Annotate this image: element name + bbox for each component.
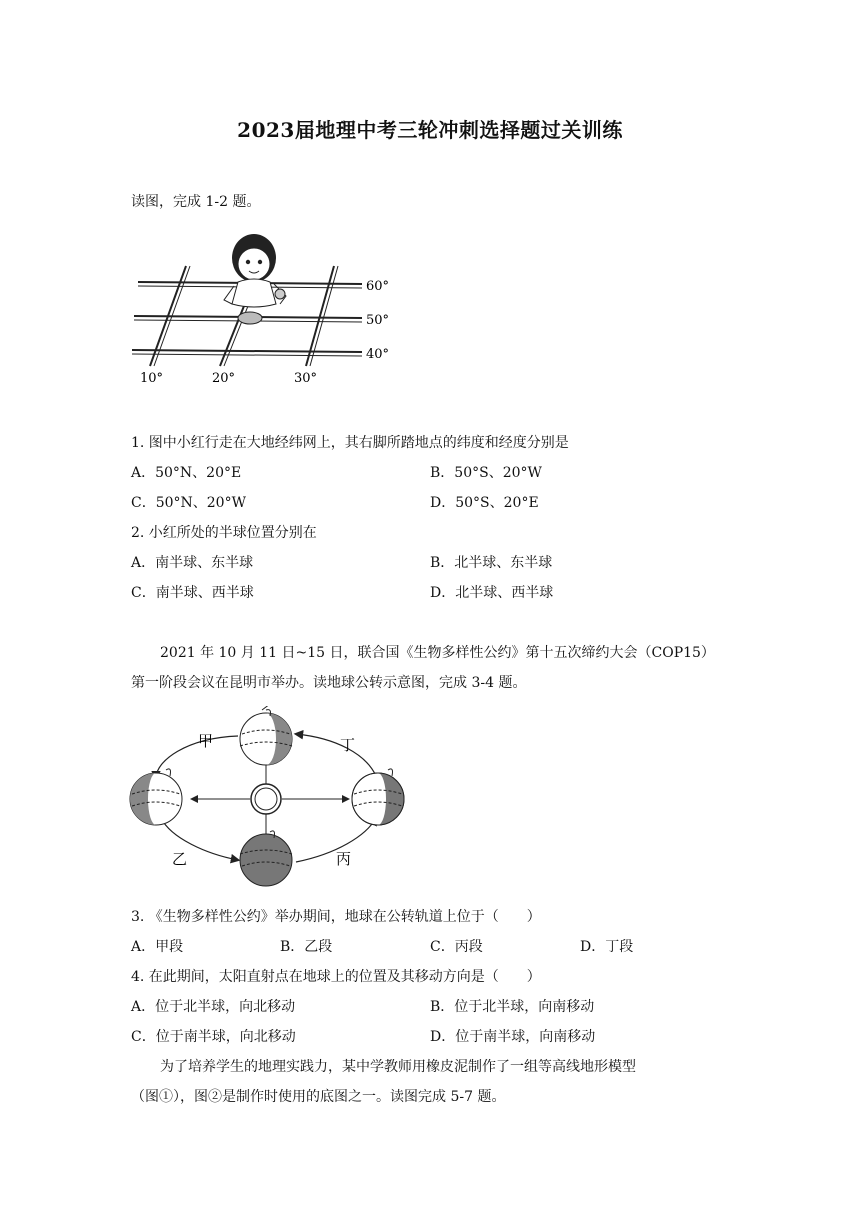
q4-option-c[interactable]: C．位于南半球，向北移动 <box>131 1029 296 1045</box>
section2-intro-line2: 第一阶段会议在昆明市举办。读地球公转示意图，完成 3-4 题。 <box>131 675 527 691</box>
earth-right-icon <box>352 769 404 825</box>
q1-option-c[interactable]: C．50°N、20°W <box>131 495 246 511</box>
q2-stem: 2. 小红所处的半球位置分别在 <box>131 525 317 541</box>
q1-option-a[interactable]: A．50°N、20°E <box>131 465 242 481</box>
lat-label-40: 40° <box>366 347 390 362</box>
label-jia: 甲 <box>198 732 214 750</box>
q3-option-c[interactable]: C．丙段 <box>430 939 483 955</box>
sun-icon <box>251 784 281 814</box>
label-yi: 乙 <box>172 850 188 868</box>
label-ding: 丁 <box>340 736 356 754</box>
q1-option-d[interactable]: D．50°S、20°E <box>430 495 539 511</box>
lon-label-20: 20° <box>212 371 236 386</box>
q4-stem: 4. 在此期间，太阳直射点在地球上的位置及其移动方向是（ ） <box>131 969 541 985</box>
q3-stem: 3. 《生物多样性公约》举办期间，地球在公转轨道上位于（ ） <box>131 909 541 925</box>
section3-intro-line2: （图①），图②是制作时使用的底图之一。读图完成 5-7 题。 <box>131 1089 506 1105</box>
q3-option-d[interactable]: D．丁段 <box>580 939 634 955</box>
q1-stem: 1. 图中小红行走在大地经纬网上，其右脚所踏地点的纬度和经度分别是 <box>131 435 569 451</box>
q3-option-a[interactable]: A．甲段 <box>131 939 184 955</box>
q2-option-c[interactable]: C．南半球、西半球 <box>131 585 254 601</box>
page-title: 2023届地理中考三轮冲刺选择题过关训练 <box>237 118 623 142</box>
section2-intro-line1: 2021 年 10 月 11 日~15 日，联合国《生物多样性公约》第十五次缔约大会（COP15） <box>160 645 715 661</box>
earth-orbit-figure <box>126 706 412 892</box>
earth-bottom-icon <box>240 831 292 886</box>
lon-label-10: 10° <box>140 371 164 386</box>
lon-label-30: 30° <box>294 371 318 386</box>
q2-option-d[interactable]: D．北半球、西半球 <box>430 585 554 601</box>
earth-top-icon <box>240 706 292 765</box>
q4-option-b[interactable]: B．位于北半球，向南移动 <box>430 999 595 1015</box>
earth-left-icon <box>130 769 182 825</box>
q4-option-a[interactable]: A．位于北半球，向北移动 <box>131 999 296 1015</box>
q3-option-b[interactable]: B．乙段 <box>280 939 333 955</box>
q4-option-d[interactable]: D．位于南半球，向南移动 <box>430 1029 596 1045</box>
girl-icon <box>224 234 286 324</box>
lat-label-60: 60° <box>366 279 390 294</box>
lat-label-50: 50° <box>366 313 390 328</box>
section3-intro-line1: 为了培养学生的地理实践力，某中学教师用橡皮泥制作了一组等高线地形模型 <box>160 1059 636 1075</box>
q2-option-b[interactable]: B．北半球、东半球 <box>430 555 553 571</box>
section1-intro: 读图，完成 1-2 题。 <box>131 194 261 210</box>
q1-option-b[interactable]: B．50°S、20°W <box>430 465 542 481</box>
label-bing: 丙 <box>336 850 352 868</box>
q2-option-a[interactable]: A．南半球、东半球 <box>131 555 254 571</box>
graticule-figure <box>130 226 398 386</box>
